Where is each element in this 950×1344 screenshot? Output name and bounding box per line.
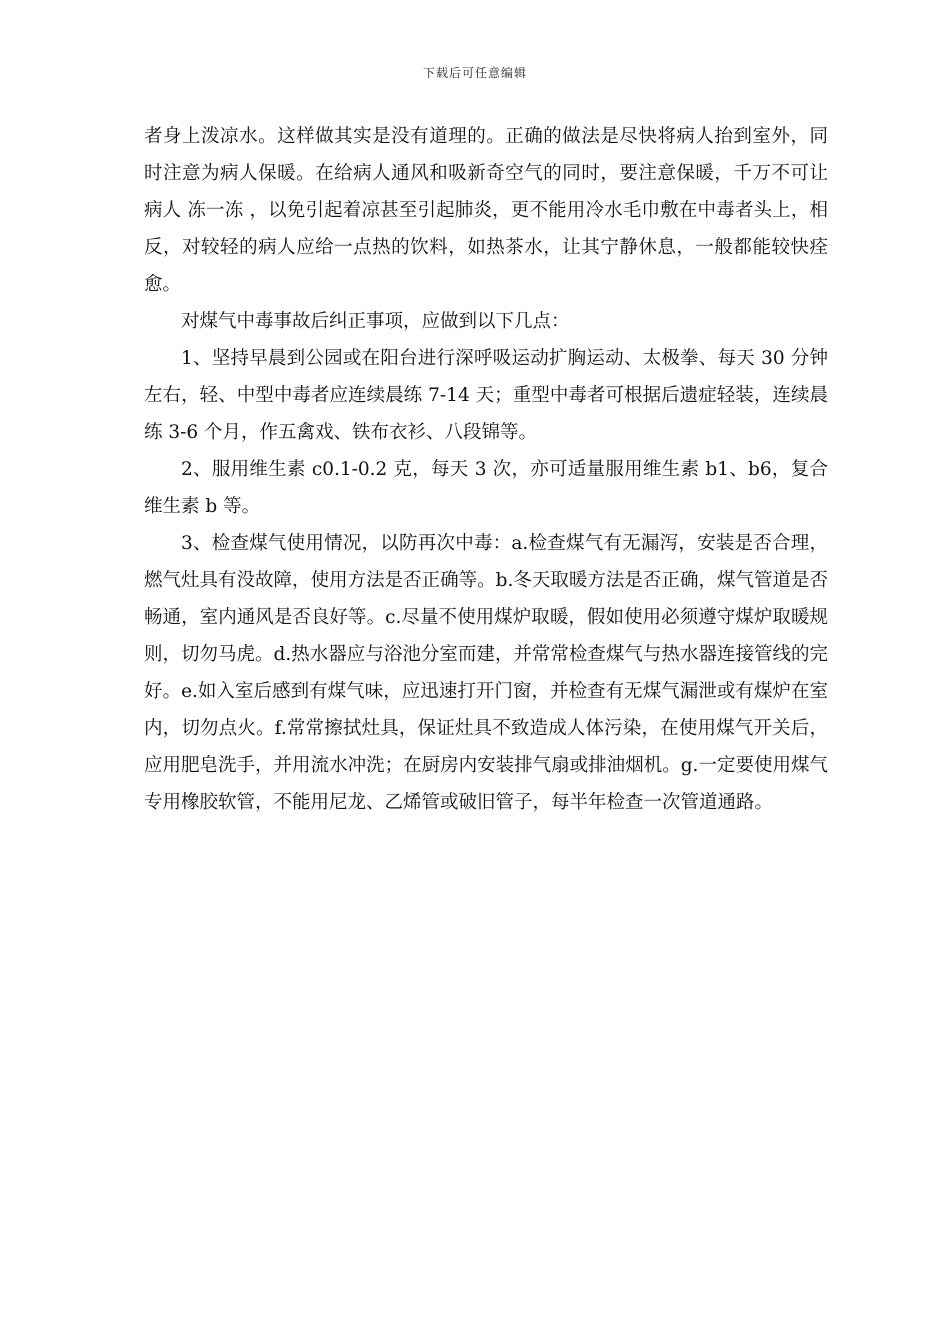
paragraph-item-3: 3、检查煤气使用情况，以防再次中毒：a.检查煤气有无漏泻，安装是否合理，燃气灶具有没故障，使用方法是否正确等。b.冬天取暖方法是否正确，煤气管道是否畅通，室内通风是否良好等。c.尽量不使用煤炉取暖，假如使用必须遵守煤炉取暖规则，切勿马虎。d.热水器应与浴池分室而建，并常常检查煤气与热水器连接管线的完好。e.如入室后感到有煤气味，应迅速打开门窗，并检查有无煤气漏泄或有煤炉在室内，切勿点火。f.常常擦拭灶具，保证灶具不致造成人体污染，在使用煤气开关后，应用肥皂洗手，并用流水冲洗；在厨房内安装排气扇或排油烟机。g.一定要使用煤气专用橡胶软管，不能用尼龙、乙烯管或破旧管子，每半年检查一次管道通路。 <box>144 533 828 813</box>
paragraph-item-2: 2、服用维生素 c0.1-0.2 克，每天 3 次，亦可适量服用维生素 b1、b6，复合维生素 b 等。 <box>144 459 828 517</box>
page-header: 下载后可任意编辑 <box>422 66 527 80</box>
paragraph-item-1: 1、坚持早晨到公园或在阳台进行深呼吸运动扩胸运动、太极拳、每天 30 分钟左右，轻、中型中毒者应连续晨练 7-14 天；重型中毒者可根据后遗症轻装，连续晨练 3-6 个月，作五禽戏、铁布衣衫、八段锦等。 <box>144 348 828 443</box>
paragraph-continuation: 者身上泼凉水。这样做其实是没有道理的。正确的做法是尽快将病人抬到室外，同时注意为病人保暖。在给病人通风和吸新奇空气的同时，要注意保暖，千万不可让病人 冻一冻 ，以免引起着凉甚至引起肺炎，更不能用冷水毛巾敷在中毒者头上，相反，对较轻的病人应给一点热的饮料，如热茶水，让其宁静休息，一般都能较快痊愈。 <box>144 126 828 295</box>
paragraph-intro: 对煤气中毒事故后纠正事项，应做到以下几点： <box>181 311 570 332</box>
document-body <box>144 118 828 821</box>
